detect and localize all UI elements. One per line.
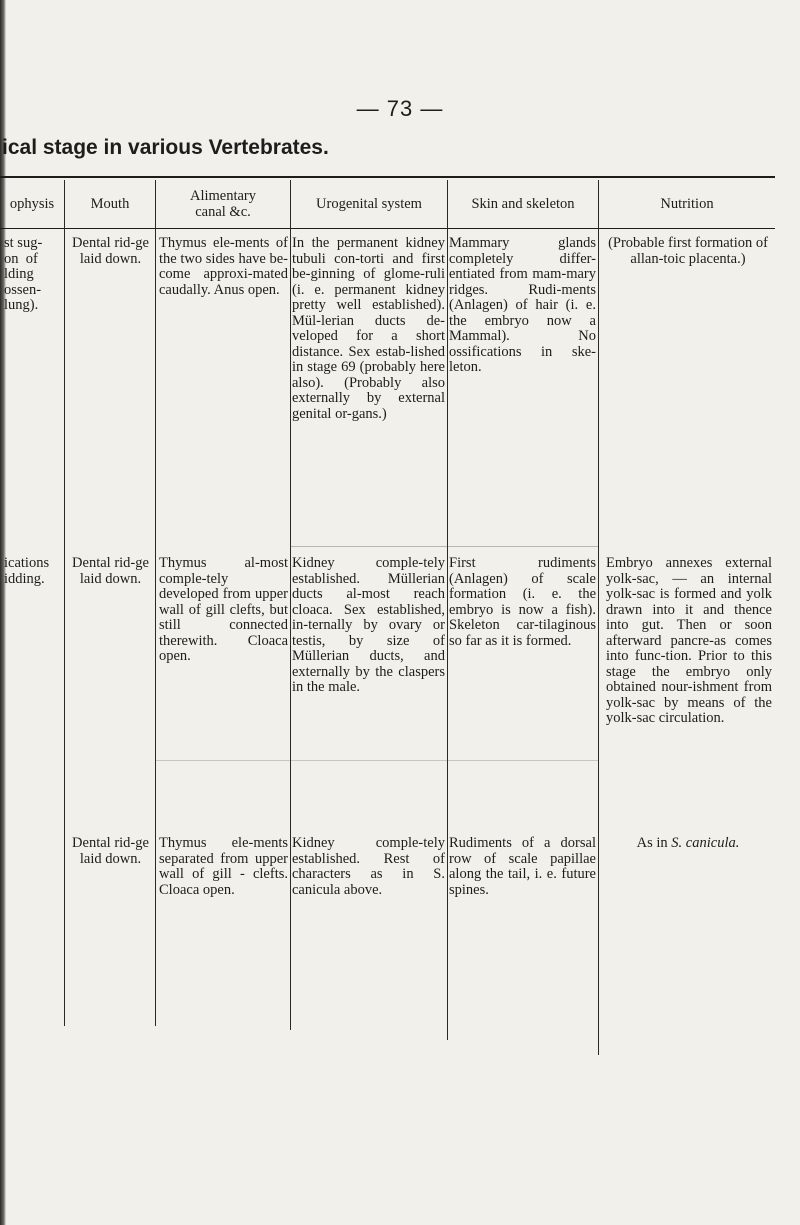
- table-header-rule: [0, 228, 775, 229]
- page-heading: ical stage in various Vertebrates.: [2, 136, 329, 159]
- row-2-skin: First rudiments (Anlagen) of scale formation (i. e. the embryo is now a fish). Skeleton car-tilaginous so far as it is formed.: [449, 555, 596, 649]
- column-header-ophysis: ophysis: [9, 196, 55, 212]
- row-1-nutrition: (Probable first formation of allan-toic placenta.): [608, 235, 768, 267]
- row-1-alimentary: Thymus ele-ments of the two sides have be-come approxi-mated caudally. Anus open.: [159, 235, 288, 298]
- table-top-rule: [0, 176, 775, 178]
- row-1-urogenital: In the permanent kidney tubuli con-torti and first be-ginning of glome-ruli (i. e. permanent kidney pretty well established). Mül-lerian ducts de-veloped for a short distance. Sex estab-lished in stage 69 (probably here also). (Probably also externally by external genital or-gans.): [292, 235, 445, 422]
- row-1-skin: Mammary glands completely differ-entiated from mam-mary ridges. Rudi-ments (Anlagen) of hair (i. e. the embryo now a Mammal). No ossifications in ske-leton.: [449, 235, 596, 375]
- column-divider: [290, 180, 291, 1030]
- row-separator: [290, 546, 598, 547]
- column-header-nutrition: Nutrition: [660, 196, 714, 212]
- row-3-mouth: Dental rid-ge laid down.: [72, 835, 149, 867]
- column-divider: [447, 180, 448, 1040]
- row-1-stub: st sug- on of lding ossen- lung).: [4, 236, 43, 313]
- row-2-alimentary: Thymus al-most comple-tely developed from upper wall of gill clefts, but still connected therewith. Cloaca open.: [159, 555, 288, 664]
- column-header-skin-and-skeleton: Skin and skeleton: [471, 196, 575, 212]
- row-3-nutrition: [604, 836, 772, 852]
- column-header-urogenital-system: Urogenital system: [316, 196, 422, 212]
- row-separator: [155, 760, 598, 761]
- row-1-mouth: Dental rid-ge laid down.: [72, 235, 149, 267]
- row-2-mouth: Dental rid-ge laid down.: [72, 555, 149, 587]
- row-3-urogenital: Kidney comple-tely established. Rest of characters as in S. canicula above.: [292, 835, 445, 898]
- column-divider: [598, 180, 599, 1055]
- column-header-alimentary-canal: Alimentary canal &c.: [189, 188, 257, 220]
- row-2-nutrition: Embryo annexes external yolk-sac, — an internal yolk-sac is formed and yolk drawn into it and thence into gut. Then or soon afterward pancre-as comes into func-tion. Prior to this stage the embryo only obtained nour-ishment from yolk-sac by means of the yolk-sac circulation.: [606, 555, 772, 726]
- page-number: — 73 —: [356, 96, 444, 121]
- row-3-alimentary: Thymus ele-ments separated from upper wall of gill - clefts. Cloaca open.: [159, 835, 288, 898]
- column-divider: [155, 180, 156, 1026]
- row-3-skin: Rudiments of a dorsal row of scale papillae along the tail, i. e. future spines.: [449, 835, 596, 898]
- row-3-nutrition-prefix: As in: [636, 835, 672, 851]
- row-2-urogenital: Kidney comple-tely established. Müllerian ducts al-most reach cloaca. Sex established, in-ternally by ovary or testis, by size of Müllerian ducts, and externally by the claspers in the male.: [292, 555, 445, 695]
- column-divider: [64, 180, 65, 1026]
- row-3-nutrition-species: S. canicula.: [671, 835, 740, 851]
- column-header-mouth: Mouth: [90, 196, 130, 212]
- row-2-stub: ications idding.: [4, 556, 50, 587]
